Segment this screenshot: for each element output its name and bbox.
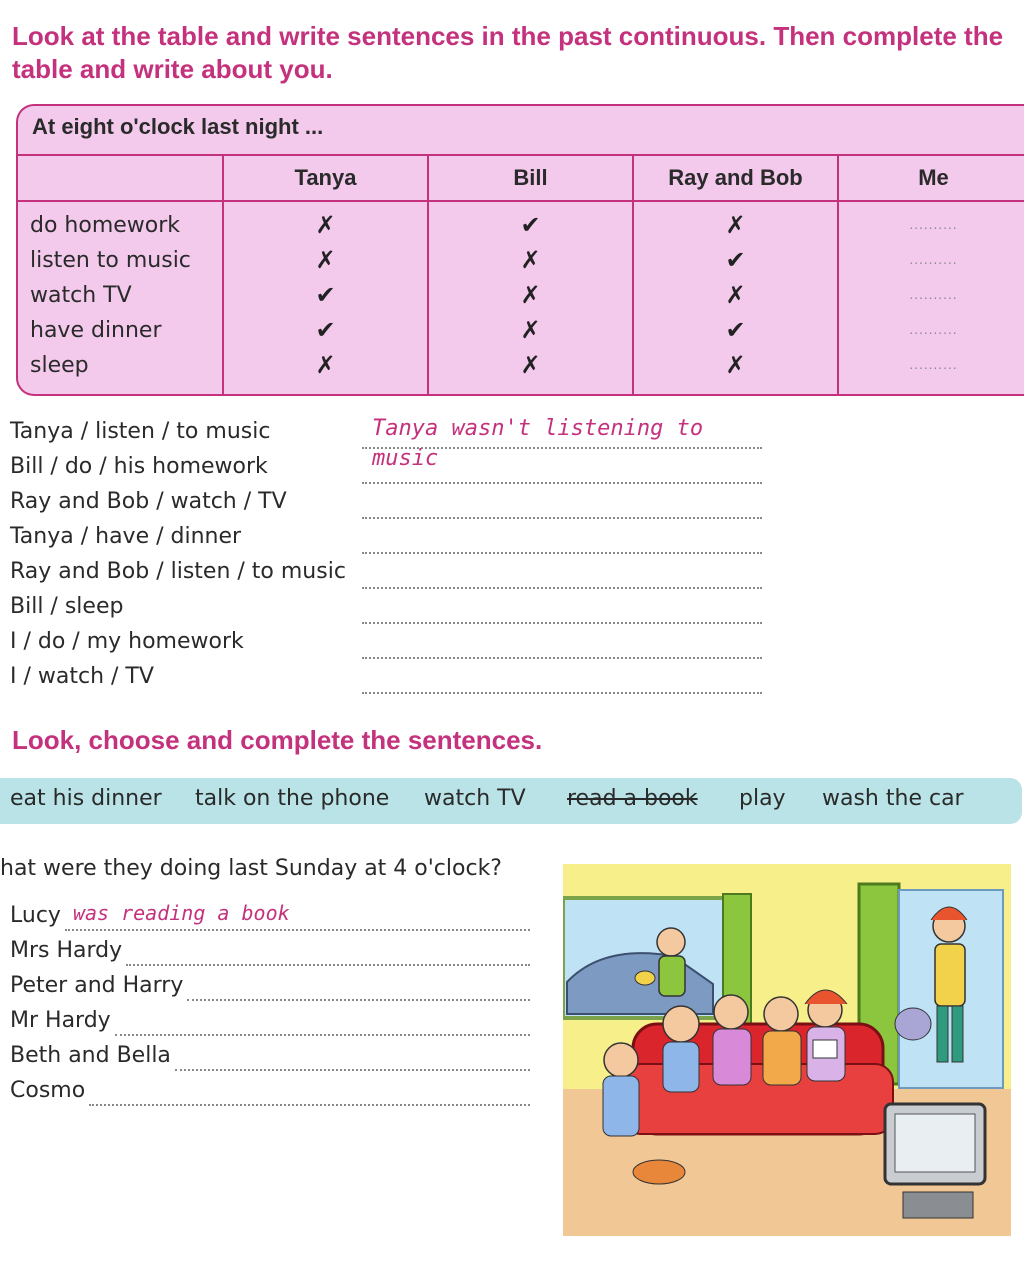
sponge xyxy=(635,971,655,985)
cosmo-cat xyxy=(895,1008,931,1040)
header-empty xyxy=(18,155,223,201)
answer-row xyxy=(10,966,530,1001)
tanya-mark: ✔ xyxy=(315,281,336,309)
mrs-hardy-leg xyxy=(937,1006,948,1062)
table-body-row xyxy=(18,201,1024,394)
word-option-used[interactable]: read a book xyxy=(567,786,698,811)
person-label: Beth and Bella xyxy=(10,1043,171,1068)
child-body xyxy=(763,1031,801,1085)
answer-line[interactable] xyxy=(187,971,530,1001)
table-header-row xyxy=(18,155,1024,201)
tanya-mark: ✗ xyxy=(315,211,336,239)
answer-line[interactable] xyxy=(362,484,762,519)
activity-label: sleep xyxy=(30,353,89,378)
activity-grid xyxy=(18,154,1024,394)
sentence-prompt: Bill / sleep xyxy=(10,594,124,619)
dog xyxy=(633,1160,685,1184)
header-bill: Bill xyxy=(428,155,633,201)
ray-bob-mark: ✔ xyxy=(725,316,746,344)
word-bank xyxy=(0,778,1022,824)
person-label: Lucy xyxy=(10,903,61,928)
ray-bob-mark: ✗ xyxy=(725,351,746,379)
child-head xyxy=(714,995,748,1029)
ray-bob-mark: ✔ xyxy=(725,246,746,274)
ray-bob-mark: ✗ xyxy=(725,281,746,309)
word-option[interactable]: wash the car xyxy=(822,786,964,811)
example-answer[interactable]: Tanya wasn't listening to music xyxy=(362,414,762,449)
sentence-prompt: Ray and Bob / listen / to music xyxy=(10,559,346,584)
activity-label: have dinner xyxy=(30,318,162,343)
person-label: Cosmo xyxy=(10,1078,86,1103)
sentence-prompt: Tanya / have / dinner xyxy=(10,524,242,549)
tanya-mark: ✗ xyxy=(315,246,336,274)
answer-line[interactable] xyxy=(89,1076,530,1106)
answer-line[interactable] xyxy=(362,554,762,589)
child-body xyxy=(713,1029,751,1085)
answer-line[interactable] xyxy=(362,589,762,624)
me-blank[interactable]: .......... xyxy=(909,323,958,337)
me-column xyxy=(838,201,1024,394)
activity-label: listen to music xyxy=(30,248,191,273)
answer-row xyxy=(10,1036,530,1071)
sentence-prompts xyxy=(10,414,346,694)
tv-screen xyxy=(895,1114,975,1172)
activity-label: do homework xyxy=(30,213,181,238)
activity-table xyxy=(16,104,1024,396)
answer-row xyxy=(10,896,530,931)
me-blank[interactable]: .......... xyxy=(909,253,958,267)
person-label: Mrs Hardy xyxy=(10,938,123,963)
mr-hardy-body xyxy=(659,956,685,996)
tanya-mark: ✔ xyxy=(315,316,336,344)
sentence-prompt: I / do / my homework xyxy=(10,629,244,654)
header-tanya: Tanya xyxy=(223,155,428,201)
question-text: hat were they doing last Sunday at 4 o'clock? xyxy=(0,856,502,881)
ray-bob-mark: ✗ xyxy=(725,211,746,239)
bill-mark: ✗ xyxy=(520,281,541,309)
sentence-prompt: Ray and Bob / watch / TV xyxy=(10,489,287,514)
table-title: At eight o'clock last night ... xyxy=(32,114,324,139)
answer-line[interactable] xyxy=(115,1006,530,1036)
person-label: Peter and Harry xyxy=(10,973,184,998)
me-blank[interactable]: .......... xyxy=(909,358,958,372)
header-ray-and-bob: Ray and Bob xyxy=(633,155,838,201)
mrs-hardy-leg xyxy=(952,1006,963,1062)
person-label: Mr Hardy xyxy=(10,1008,111,1033)
lucy-answer[interactable]: was reading a book xyxy=(65,901,530,931)
tanya-mark: ✗ xyxy=(315,351,336,379)
girl-head xyxy=(604,1043,638,1077)
answer-line[interactable] xyxy=(175,1041,530,1071)
mrs-hardy-body xyxy=(935,944,965,1006)
mr-hardy-head xyxy=(657,928,685,956)
me-blank[interactable]: .......... xyxy=(909,218,958,232)
family-living-room-illustration xyxy=(563,864,1011,1236)
child-head xyxy=(764,997,798,1031)
bill-mark: ✗ xyxy=(520,246,541,274)
word-option[interactable]: eat his dinner xyxy=(10,786,162,811)
bill-mark: ✔ xyxy=(520,211,541,239)
word-option[interactable]: watch TV xyxy=(424,786,526,811)
people-answers xyxy=(10,896,530,1106)
bill-mark: ✗ xyxy=(520,351,541,379)
me-blank[interactable]: .......... xyxy=(909,288,958,302)
sentence-answer-lines xyxy=(362,414,762,694)
answer-row xyxy=(10,1001,530,1036)
bill-column xyxy=(428,201,633,394)
word-option[interactable]: talk on the phone xyxy=(195,786,390,811)
tv-stand xyxy=(903,1192,973,1218)
girl-body xyxy=(603,1076,639,1136)
sentence-prompt: I / watch / TV xyxy=(10,664,154,689)
exercise-heading-2: Look, choose and complete the sentences. xyxy=(12,725,543,755)
tanya-column xyxy=(223,201,428,394)
answer-row xyxy=(10,1071,530,1106)
answer-line[interactable] xyxy=(362,659,762,694)
answer-line[interactable] xyxy=(362,519,762,554)
word-option[interactable]: play xyxy=(739,786,786,811)
header-me: Me xyxy=(838,155,1024,201)
sentence-prompt: Tanya / listen / to music xyxy=(10,419,271,444)
sentence-prompt: Bill / do / his homework xyxy=(10,454,268,479)
book xyxy=(813,1040,837,1058)
ray-and-bob-column xyxy=(633,201,838,394)
answer-row xyxy=(10,931,530,966)
activity-label: watch TV xyxy=(30,283,132,308)
answer-line[interactable] xyxy=(362,624,762,659)
answer-line[interactable] xyxy=(126,936,530,966)
child-body xyxy=(663,1042,699,1092)
activities-column xyxy=(18,201,223,394)
bill-mark: ✗ xyxy=(520,316,541,344)
child-head xyxy=(663,1006,699,1042)
exercise-heading: Look at the table and write sentences in the past continuous. Then complete the table and write about you. xyxy=(12,21,1004,84)
